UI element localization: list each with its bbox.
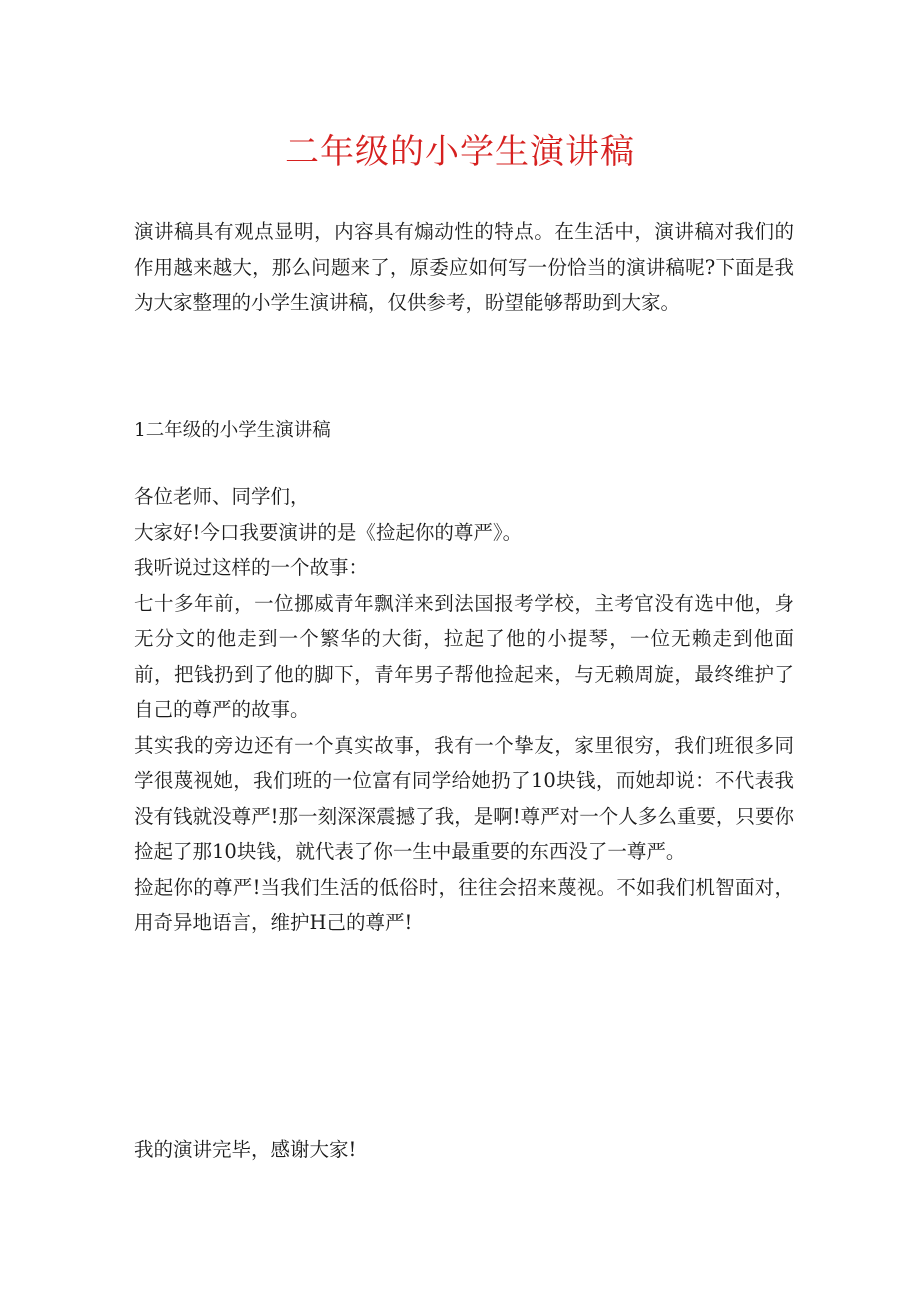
opening-paragraph: 大家好!今口我要演讲的是《捡起你的尊严》。 bbox=[134, 520, 523, 544]
intro-paragraph: 演讲稿具有观点显明，内容具有煽动性的特点。在生活中，演讲稿对我们的作用越来越大，那么问题来了，原委应如何写一份恰当的演讲稿呢?下面是我为大家整理的小学生演讲稿，仅供参考，盼望能够帮助到大家。 bbox=[134, 220, 794, 314]
document-title: 二年级的小学生演讲稿 bbox=[285, 132, 635, 172]
conclusion-paragraph: 捡起你的尊严!当我们生活的低俗时，往往会招来蔑视。不如我们机智面对，用奇异地语言，维护H己的尊严! bbox=[134, 875, 794, 934]
story-intro-paragraph: 我听说过这样的一个故事： bbox=[134, 556, 369, 579]
personal-story-paragraph: 其实我的旁边还有一个真实故事，我有一个挚友，家里很穷，我们班很多同学很蔑视她，我们班的一位富有同学给她扔了10块钱，而她却说：不代表我没有钱就没尊严!那一刻深深震撼了我，是啊!尊严对一个人多么重要，只要你捡起了那10块钱，就代表了你一生中最重要的东西没了一尊严。 bbox=[134, 733, 794, 863]
closing-line: 我的演讲完毕，感谢大家! bbox=[134, 1138, 357, 1161]
story-paragraph: 七十多年前，一位挪威青年飘洋来到法国报考学校，主考官没有选中他，身无分文的他走到一个繁华的大街，拉起了他的小提琴，一位无赖走到他面前，把钱扔到了他的脚下，青年男子帮他捡起来，与无赖周旋，最终维护了自己的尊严的故事。 bbox=[134, 591, 794, 721]
greeting-paragraph: 各位老师、同学们， bbox=[134, 485, 310, 508]
speech-body bbox=[134, 479, 794, 941]
section-heading: 1二年级的小学生演讲稿 bbox=[134, 420, 331, 441]
